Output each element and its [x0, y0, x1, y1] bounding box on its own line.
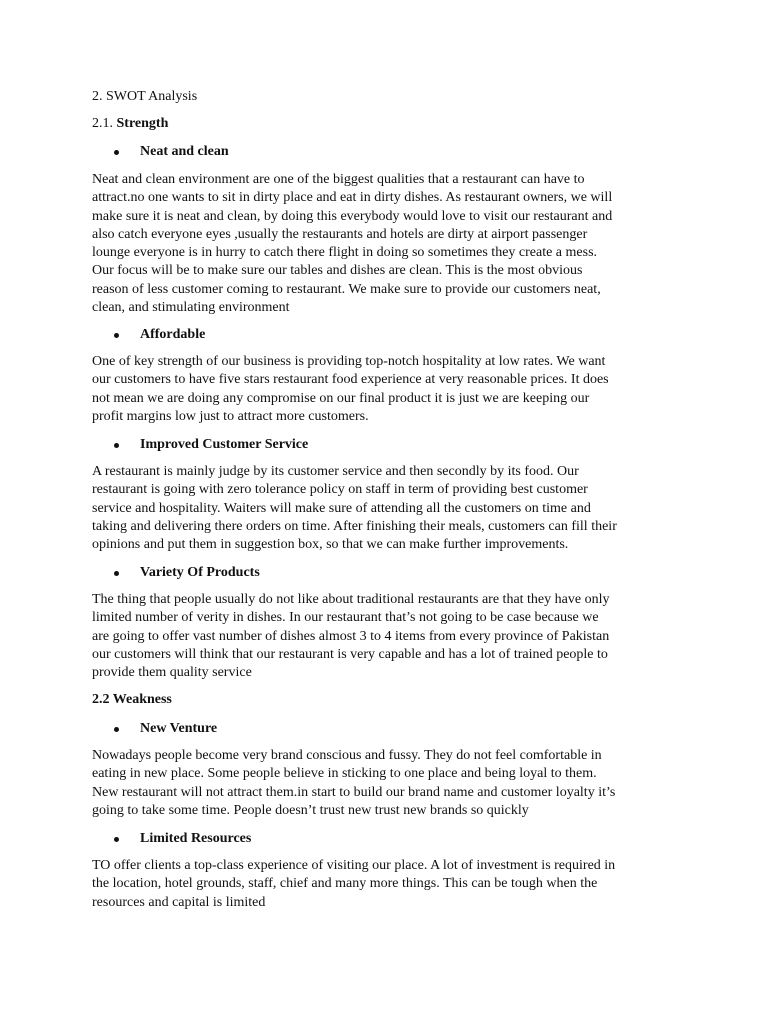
- paragraph: [92, 747, 692, 820]
- section-heading: 2. SWOT Analysis: [92, 89, 198, 104]
- paragraph-line: attract.no one wants to sit in dirty place and eat in dirty dishes. As restaurant owners, we will: [92, 190, 613, 206]
- paragraph-line: limited number of verity in dishes. In our restaurant that’s not going to be case because we: [92, 610, 599, 626]
- paragraph-line: provide them quality service: [92, 665, 252, 681]
- paragraph-line: resources and capital is limited: [92, 894, 266, 910]
- paragraph-line: Nowadays people become very brand conscious and fussy. They do not feel comfortable in: [92, 748, 602, 763]
- bullet-icon: [114, 150, 119, 155]
- subheading-label: Strength: [116, 116, 169, 131]
- paragraph-line: opinions and put them in suggestion box, so that we can make further improvements.: [92, 537, 569, 553]
- bullet-label: New Venture: [140, 721, 218, 736]
- paragraph-line: our customers to have five stars restaurant food experience at very reasonable prices. It does: [92, 372, 609, 388]
- paragraph-line: New restaurant will not attract them.in start to build our brand name and customer loyalty it’s: [92, 784, 616, 800]
- paragraph-line: going to take some time. People doesn’t trust new trust new brands so quickly: [92, 802, 529, 818]
- paragraph-line: TO offer clients a top-class experience of visiting our place. A lot of investment is required in: [92, 858, 616, 873]
- bullet-icon: [114, 727, 119, 732]
- bullet-label: Affordable: [140, 327, 206, 342]
- subheading-weakness: 2.2 Weakness: [92, 692, 172, 707]
- paragraph: [92, 171, 692, 317]
- subheading-number: 2.1.: [92, 116, 113, 131]
- bullet-icon: [114, 571, 119, 576]
- subheading-strength: [92, 115, 168, 133]
- paragraph-line: also catch everyone eyes ,usually the restaurants and hotels are dirty at airport passenger: [92, 226, 588, 242]
- paragraph-line: service and hospitality. Waiters will make sure of attending all the customers on time and: [92, 500, 591, 516]
- paragraph-line: our customers will think that our restaurant is very capable and has a lot of trained people to: [92, 646, 608, 662]
- paragraph-line: eating in new place. Some people believe in sticking to one place and being loyal to them.: [92, 766, 597, 782]
- paragraph: [92, 591, 692, 682]
- paragraph-line: Our focus will be to make sure our tables and dishes are clean. This is the most obvious: [92, 263, 583, 279]
- bullet-label: Neat and clean: [140, 144, 229, 159]
- bullet-icon: [114, 837, 119, 842]
- bullet-label: Limited Resources: [140, 831, 252, 846]
- paragraph-line: reason of less customer coming to restaurant. We make sure to provide our customers neat,: [92, 281, 601, 297]
- paragraph-line: restaurant is going with zero tolerance policy on staff in term of providing best customer: [92, 482, 588, 498]
- paragraph-line: the location, hotel grounds, staff, chief and many more things. This can be tough when the: [92, 876, 598, 892]
- paragraph-line: not mean we are doing any compromise on our final product it is just we are keeping our: [92, 390, 590, 406]
- paragraph-line: taking and delivering there orders on time. After finishing their meals, customers can fill their: [92, 518, 617, 534]
- paragraph: [92, 353, 692, 426]
- paragraph-line: One of key strength of our business is providing top-notch hospitality at low rates. We want: [92, 354, 606, 369]
- paragraph-line: make sure it is neat and clean, by doing this everybody would love to visit our restaurant and: [92, 208, 613, 224]
- bullet-icon: [114, 333, 119, 338]
- paragraph-line: are going to offer vast number of dishes almost 3 to 4 items from every province of Pakistan: [92, 628, 610, 644]
- paragraph: [92, 463, 692, 554]
- paragraph-line: A restaurant is mainly judge by its customer service and then secondly by its food. Our: [92, 464, 579, 479]
- bullet-label: Variety Of Products: [140, 565, 260, 580]
- bullet-label: Improved Customer Service: [140, 437, 309, 452]
- paragraph-line: lounge everyone is in hurry to catch there flight in doing so sometimes they create a mess.: [92, 245, 598, 261]
- paragraph-line: The thing that people usually do not like about traditional restaurants are that they have only: [92, 592, 610, 607]
- paragraph-line: Neat and clean environment are one of the biggest qualities that a restaurant can have to: [92, 172, 585, 187]
- bullet-icon: [114, 443, 119, 448]
- paragraph: [92, 857, 692, 912]
- paragraph-line: clean, and stimulating environment: [92, 300, 290, 316]
- paragraph-line: profit margins low just to attract more customers.: [92, 408, 369, 424]
